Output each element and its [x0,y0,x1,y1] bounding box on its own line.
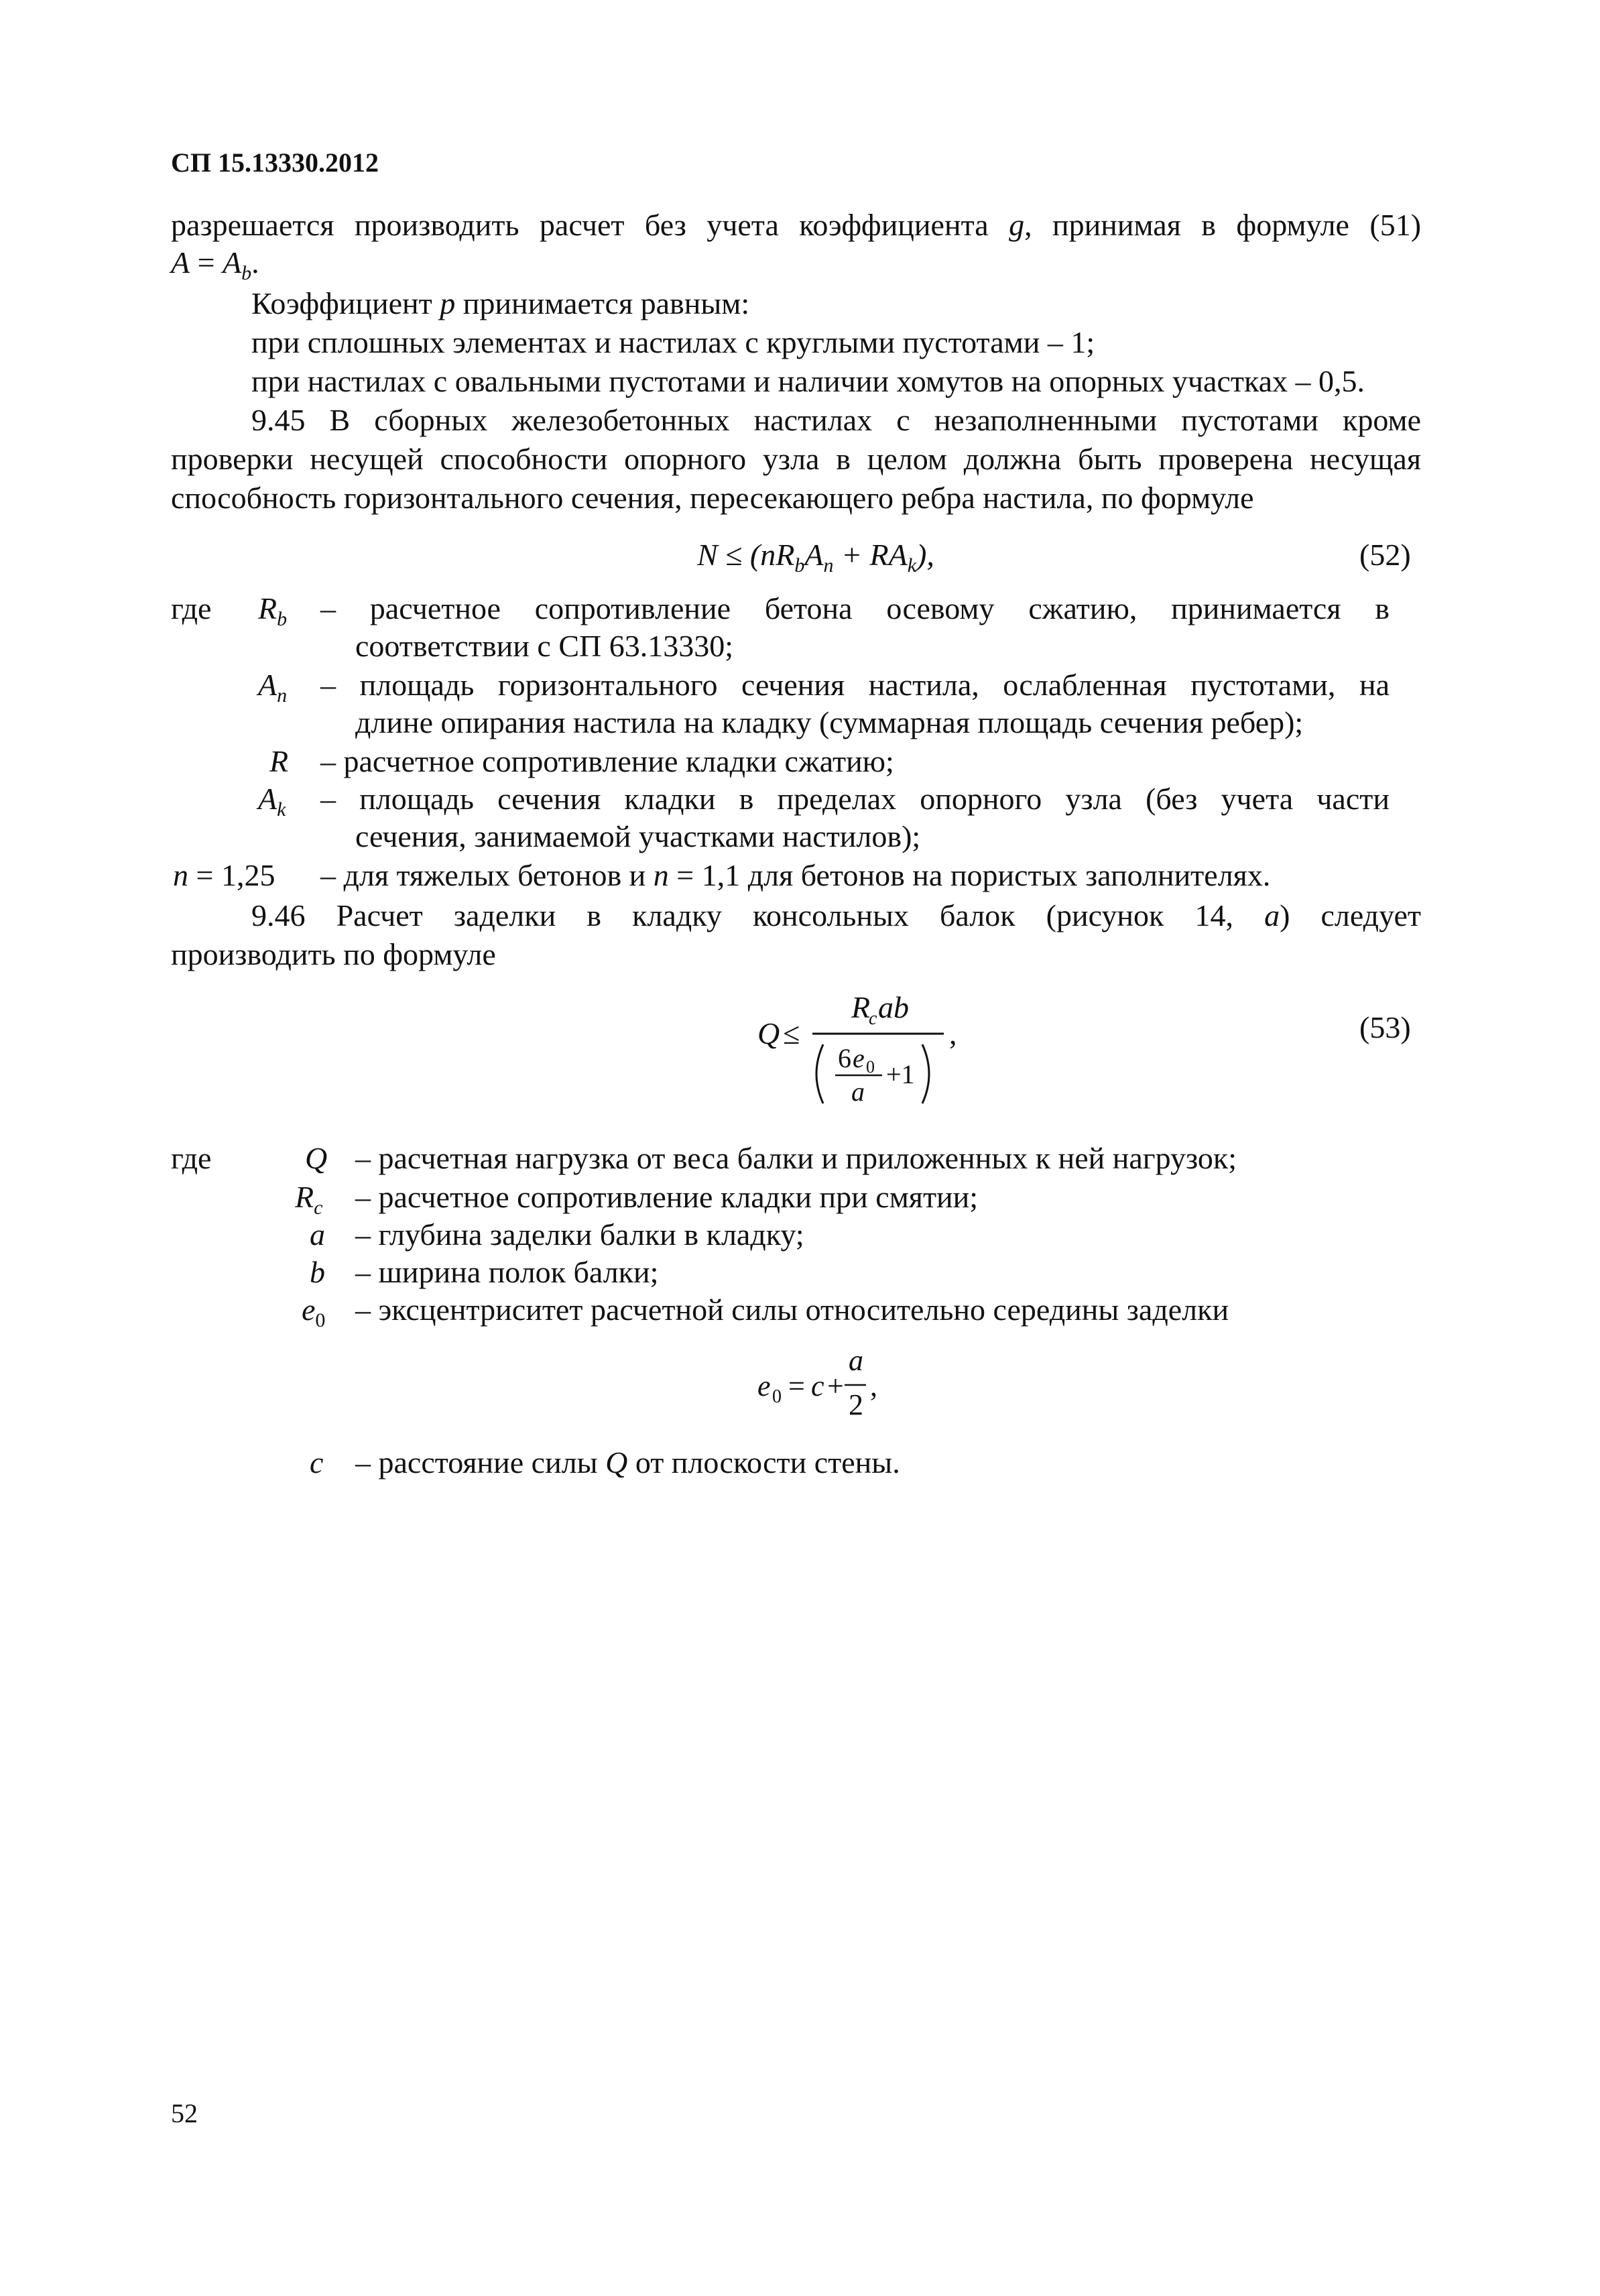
Ak-definition-line-2: сечения, занимаемой участками настилов); [355,819,921,853]
paragraph-continuation [171,206,1421,292]
variable-g: g [1009,208,1025,242]
variable-Q: Q [605,1445,628,1479]
Rb-definition-line-1: – расчетное сопротивление бетона осевому сжатию, принимается в [320,591,1390,625]
svg-text:e: e [853,1043,865,1073]
b-definition: – ширина полок балки; [355,1255,659,1289]
svg-text:Q: Q [757,1016,780,1050]
svg-text:0: 0 [772,1386,782,1407]
section-9-45-line-3: способность горизонтального сечения, пересекающего ребра настила, по формуле [171,481,1254,515]
variable-a: a [1264,898,1280,932]
symbol-b: b [310,1255,325,1289]
variable-n: n [653,858,669,892]
section-9-46-line-1 [251,897,1421,934]
Ak-definition-line-1: – площадь сечения кладки в пределах опорного узла (без учета части [320,782,1390,816]
a-definition: – глубина заделки балки в кладку; [355,1217,804,1252]
text: – для тяжелых бетонов и [320,858,646,892]
text: – расстояние силы [355,1445,598,1479]
c-definition [355,1444,900,1482]
symbol-Ak: $A_k$ [258,782,286,821]
symbol-n [173,857,275,894]
svg-text:a: a [849,1344,863,1377]
symbol-e0: $e_0$ [302,1292,326,1331]
svg-text:+1: +1 [886,1059,915,1089]
text: 9.46 Расчет заделки в кладку консольных балок (рисунок 14, [251,898,1233,932]
R-definition: – расчетное сопротивление кладки сжатию; [320,744,894,778]
formula-e0 [757,1341,932,1438]
section-9-46-line-2: производить по формуле [171,937,496,971]
variable-A: A [171,245,190,280]
svg-text:c: c [811,1370,824,1402]
formula-53 [757,985,972,1134]
formula-52-number: (52) [1359,538,1411,572]
svg-text:R: R [851,990,871,1024]
variable-n: n [173,858,188,892]
svg-text:+: + [827,1370,844,1402]
svg-text:=: = [788,1370,805,1402]
symbol-c: c [310,1445,324,1479]
symbol-An: $A_n$ [258,668,288,707]
symbol-R: R [269,744,289,778]
formula-53-number: (53) [1359,1010,1411,1044]
svg-text:c: c [869,1008,877,1029]
svg-text:0: 0 [866,1057,875,1077]
document-code-header: СП 15.13330.2012 [171,147,379,178]
text: Коэффициент [251,286,432,320]
section-9-45-line-2: проверки несущей способности опорного узла в целом должна быть проверена несущая [171,442,1421,476]
paragraph-text: разрешается производить расчет без учета коэффициента [171,208,989,242]
symbol-Rc: $R_c$ [295,1180,323,1219]
svg-text:,: , [870,1370,877,1402]
Rb-definition-line-2: соответствии с СП 63.13330; [355,629,734,663]
paragraph-text: , принимая в формуле (51) [1024,208,1422,242]
e0-definition: – эксцентриситет расчетной силы относительно середины заделки [355,1292,1229,1327]
period: . [251,245,259,280]
svg-text:,: , [949,1016,957,1050]
An-definition-line-2: длине опирания настила на кладку (суммарная площадь сечения ребер); [355,705,1304,739]
svg-text:a: a [851,1077,865,1107]
svg-text:6: 6 [838,1043,851,1073]
where-label: где [171,591,212,625]
subscript-b: b [241,262,252,284]
symbol-a: a [310,1217,325,1252]
section-9-45-line-1: 9.45 В сборных железобетонных настилах с незаполненными пустотами кроме [251,403,1421,437]
An-definition-line-1: – площадь горизонтального сечения настила, ослабленная пустотами, на [320,668,1390,702]
n-definition [320,857,1270,894]
coefficient-case-1: при сплошных элементах и настилах с круглыми пустотами – 1; [251,325,1095,359]
equals-sign: = [190,245,223,280]
svg-text:e: e [757,1370,771,1402]
text: ) следует [1280,898,1421,932]
coefficient-case-2: при настилах с овальными пустотами и наличии хомутов на опорных участках – 0,5. [251,364,1365,398]
Rc-definition: – расчетное сопротивление кладки при смятии; [355,1180,979,1214]
svg-text:ab: ab [878,990,909,1024]
formula-e0-graphic [757,1341,932,1435]
svg-text:2: 2 [849,1388,863,1421]
symbol-Q: Q [305,1141,328,1175]
svg-text:≤: ≤ [783,1016,800,1050]
formula-53-graphic [757,985,972,1126]
page-number: 52 [171,2098,198,2128]
text: принимается равным: [463,286,750,320]
n-value: = 1,25 [188,858,275,892]
symbol-Rb: $R_b$ [258,591,288,630]
Q-definition: – расчетная нагрузка от веса балки и приложенных к ней нагрузок; [355,1141,1237,1175]
formula-52: $N \le (nR_bA_n + RA_k)$, [697,538,934,577]
variable-A: A [223,245,242,280]
where-label: где [171,1141,212,1175]
text: = 1,1 для бетонов на пористых заполнителях. [668,858,1271,892]
variable-p: p [440,286,456,320]
coefficient-p-intro [251,285,749,322]
text: от плоскости стены. [627,1445,900,1479]
